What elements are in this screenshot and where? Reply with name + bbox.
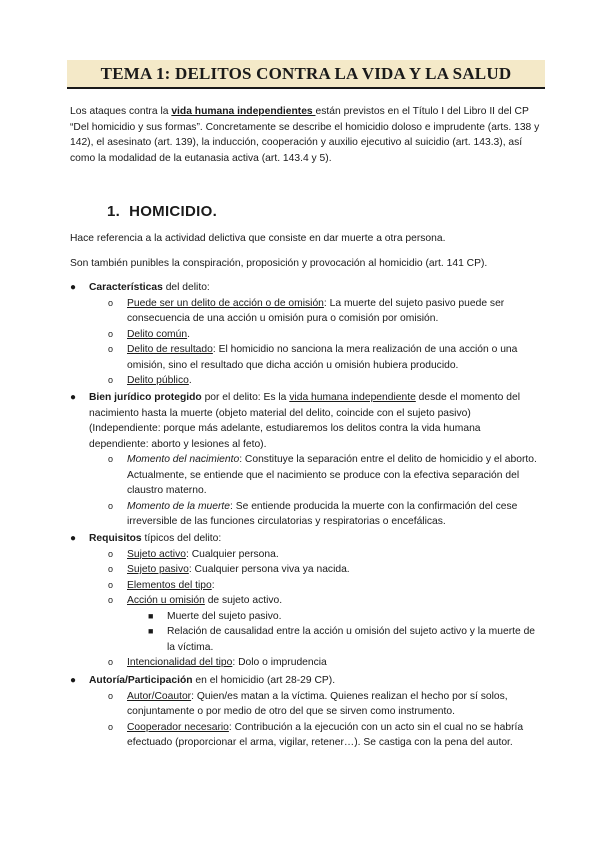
sub-item-text: Muerte del sujeto pasivo.: [167, 610, 282, 622]
circle-bullet-icon: o: [108, 500, 114, 511]
item-text: de sujeto activo.: [204, 595, 283, 606]
circle-bullet-icon: o: [108, 297, 114, 308]
section-title: HOMICIDIO.: [129, 203, 218, 220]
list-item-bien-juridico: [70, 390, 542, 530]
item-underlined: Delito público: [127, 375, 189, 386]
list-item: [108, 720, 542, 751]
list-item: [108, 373, 542, 389]
circle-bullet-icon: o: [108, 344, 114, 354]
list-item: [108, 547, 542, 563]
item-text: : La muerte del sujeto pasivo puede ser consecuencia de una acción u omisión pura o comisión por omisión.: [127, 297, 505, 324]
item-underlined: Intencionalidad del tipo: [127, 657, 233, 668]
circle-bullet-icon: o: [108, 328, 114, 339]
item-underlined: Autor/Coautor: [127, 690, 192, 702]
item-text: : Contribución a la ejecución con un acto sin el cual no se habría efectuado (proporcionar el arma, vigilar, retener…). Se castiga con la pena del autor.: [127, 721, 524, 748]
label-bold: Autoría/Participación: [89, 675, 193, 686]
list-item: [108, 578, 542, 594]
item-underlined: Sujeto pasivo: [127, 564, 189, 575]
item-underlined: Delito común: [127, 328, 188, 340]
circle-bullet-icon: o: [108, 564, 114, 574]
section-heading: [107, 203, 217, 220]
intro-text-pre: Los ataques contra la: [70, 106, 172, 117]
section-number: 1.: [107, 203, 121, 220]
page-title: TEMA 1: DELITOS CONTRA LA VIDA Y LA SALUD: [100, 63, 512, 83]
square-bullet-icon: ■: [148, 610, 154, 621]
square-bullet-icon: ■: [148, 626, 154, 636]
item-underlined: Acción u omisión: [127, 595, 205, 606]
circle-bullet-icon: o: [108, 690, 114, 701]
list-item: [108, 342, 542, 373]
list-item: [108, 499, 542, 530]
item-text: .: [188, 375, 192, 386]
label-rest: desde el momento del nacimiento hasta la muerte (objeto material del delito, coincide con el sujeto pasivo) (Independiente: porque más adelante, estudiaremos los delitos contra la vida humana dependiente: aborto y lesiones al feto).: [89, 392, 520, 450]
item-text: : El homicidio no sanciona la mera realización de una acción o una omisión, sino el resultado que dicha acción u omisión hubiera producido.: [127, 344, 518, 371]
item-text: : Dolo o imprudencia: [232, 657, 327, 668]
intro-text-post: están previstos en el Título I del Libro II del CP “Del homicidio y sus formas”. Concretamente se describe el homicidio doloso e imprudente (arts. 138 y 142), el asesinato (art. 139), la inducción, cooperación y auxilio ejecutivo al suicidio (art. 143.3), así como la modalidad de la eutanasia activa (art. 143.4 y 5).: [70, 106, 540, 164]
item-text: :: [211, 579, 215, 591]
sub-list-item: [148, 624, 542, 655]
list-item-autoria: [70, 673, 542, 751]
circle-bullet-icon: o: [108, 657, 114, 667]
label-rest: del delito:: [162, 282, 210, 293]
item-text: : Cualquier persona.: [185, 548, 279, 560]
list-item: [108, 655, 542, 671]
item-underlined: Cooperador necesario: [127, 721, 229, 733]
item-text: : Se entiende producida la muerte con la confirmación del cese irreversible de las funciones circulatorias y respiratorias o encefálicas.: [127, 500, 518, 527]
bullet-icon: ●: [70, 675, 77, 686]
list-item: [108, 562, 542, 578]
list-item: [108, 296, 542, 327]
intro-underlined: vida humana independientes: [171, 106, 316, 117]
label-rest: en el homicidio (art 28-29 CP).: [192, 675, 336, 686]
bullet-icon: ●: [70, 533, 77, 544]
item-text: : Quien/es matan a la víctima. Quienes realizan el hecho por sí solos, conjuntamente o por medio de otro del que se sirven como instrumento.: [127, 690, 508, 717]
bullet-icon: ●: [70, 282, 77, 293]
list-item: [108, 593, 542, 609]
circle-bullet-icon: o: [108, 548, 114, 559]
circle-bullet-icon: o: [108, 721, 114, 732]
item-text: : Constituye la separación entre el delito de homicidio y el aborto. Actualmente, se entiende que el nacimiento se produce con la efectiva separación del claustro materno.: [127, 454, 537, 496]
item-text: .: [187, 328, 190, 340]
list-item: [108, 452, 542, 499]
label-bold: Bien jurídico protegido: [89, 392, 202, 403]
item-underlined: Puede ser un delito de acción o de omisión: [127, 297, 324, 309]
circle-bullet-icon: o: [108, 375, 114, 385]
list-item: [108, 327, 542, 343]
sub-list-item: [148, 609, 542, 625]
list-item-requisitos: [70, 531, 542, 671]
bullet-icon: ●: [70, 392, 77, 403]
label-bold: Requisitos: [89, 533, 142, 544]
circle-bullet-icon: o: [108, 595, 114, 605]
intro-paragraph: [70, 104, 540, 166]
circle-bullet-icon: o: [108, 454, 114, 464]
item-underlined: Delito de resultado: [127, 344, 213, 355]
item-italic: Momento de la muerte: [127, 500, 231, 512]
label-mid: por el delito: Es la: [201, 392, 290, 403]
item-underlined: Sujeto activo: [127, 548, 186, 560]
list-item: [108, 689, 542, 720]
title-banner: [67, 60, 545, 89]
label-bold: Características: [89, 282, 163, 293]
list-item-caracteristicas: [70, 280, 542, 389]
paragraph-punibles: Son también punibles la conspiración, proposición y provocación al homicidio (art. 141 CP).: [70, 258, 488, 269]
circle-bullet-icon: o: [108, 579, 114, 590]
label-underlined: vida humana independiente: [289, 392, 416, 403]
sub-item-text: Relación de causalidad entre la acción u omisión del sujeto activo y la muerte de la víctima.: [167, 626, 536, 653]
item-underlined: Elementos del tipo: [127, 579, 212, 591]
label-rest: típicos del delito:: [141, 533, 222, 544]
item-text: : Cualquier persona viva ya nacida.: [188, 564, 350, 575]
paragraph-definition: Hace referencia a la actividad delictiva que consiste en dar muerte a otra persona.: [70, 233, 446, 244]
item-italic: Momento del nacimiento: [127, 454, 240, 465]
